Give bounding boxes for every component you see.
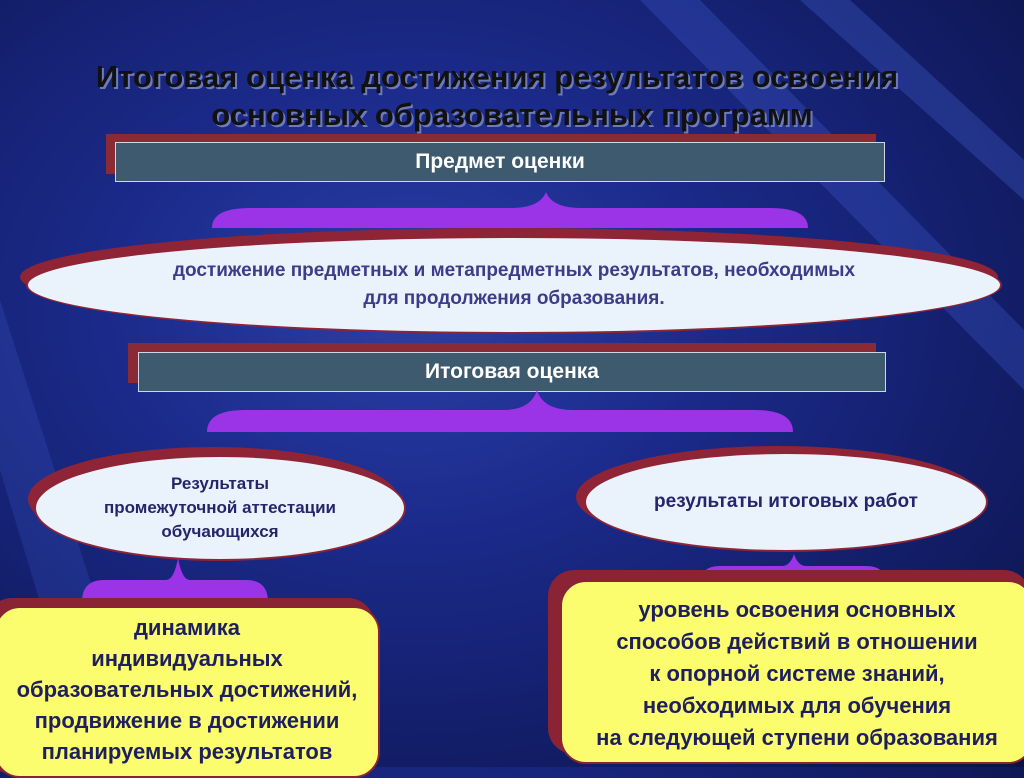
ellipse-line-1: результаты итоговых работ xyxy=(654,491,918,512)
box-line: продвижение в достижении xyxy=(34,708,340,733)
title-line-2: основных образовательных программ xyxy=(211,97,813,132)
ellipse-line-1: достижение предметных и метапредметных результатов, необходимых xyxy=(172,260,856,281)
bar-label: Предмет оценки xyxy=(415,150,585,173)
box-line: на следующей ступени образования xyxy=(596,725,998,750)
individual-dynamics-box xyxy=(0,606,380,778)
box-line: необходимых для обучения xyxy=(642,693,952,718)
box-line: индивидуальных xyxy=(91,646,283,671)
box-line: динамика xyxy=(133,615,241,640)
subject-of-assessment-bar xyxy=(115,142,885,182)
ellipse-line-2: для продолжения образования. xyxy=(363,288,665,309)
brace-icon xyxy=(80,556,270,604)
title-line-1: Итоговая оценка достижения результатов освоения xyxy=(95,59,899,94)
box-line: уровень освоения основных xyxy=(638,597,956,622)
intermediate-results-ellipse xyxy=(34,455,406,561)
final-assessment-bar xyxy=(138,352,886,392)
bar-label: Итоговая оценка xyxy=(425,360,599,383)
box-line: образовательных достижений, xyxy=(16,677,358,702)
ellipse-line-2: промежуточной аттестации xyxy=(103,498,336,517)
mastery-level-box xyxy=(560,580,1024,764)
slide-title xyxy=(0,58,1024,134)
box-line: к опорной системе знаний, xyxy=(649,661,945,686)
box-line: способов действий в отношении xyxy=(616,629,978,654)
final-works-results-ellipse xyxy=(584,452,988,552)
brace-icon xyxy=(205,388,795,434)
ellipse-line-1: Результаты xyxy=(170,474,269,493)
box-line: планируемых результатов xyxy=(41,739,333,764)
ellipse-line-3: обучающихся xyxy=(161,522,279,541)
subject-description-ellipse xyxy=(26,236,1002,334)
brace-icon xyxy=(210,190,810,230)
